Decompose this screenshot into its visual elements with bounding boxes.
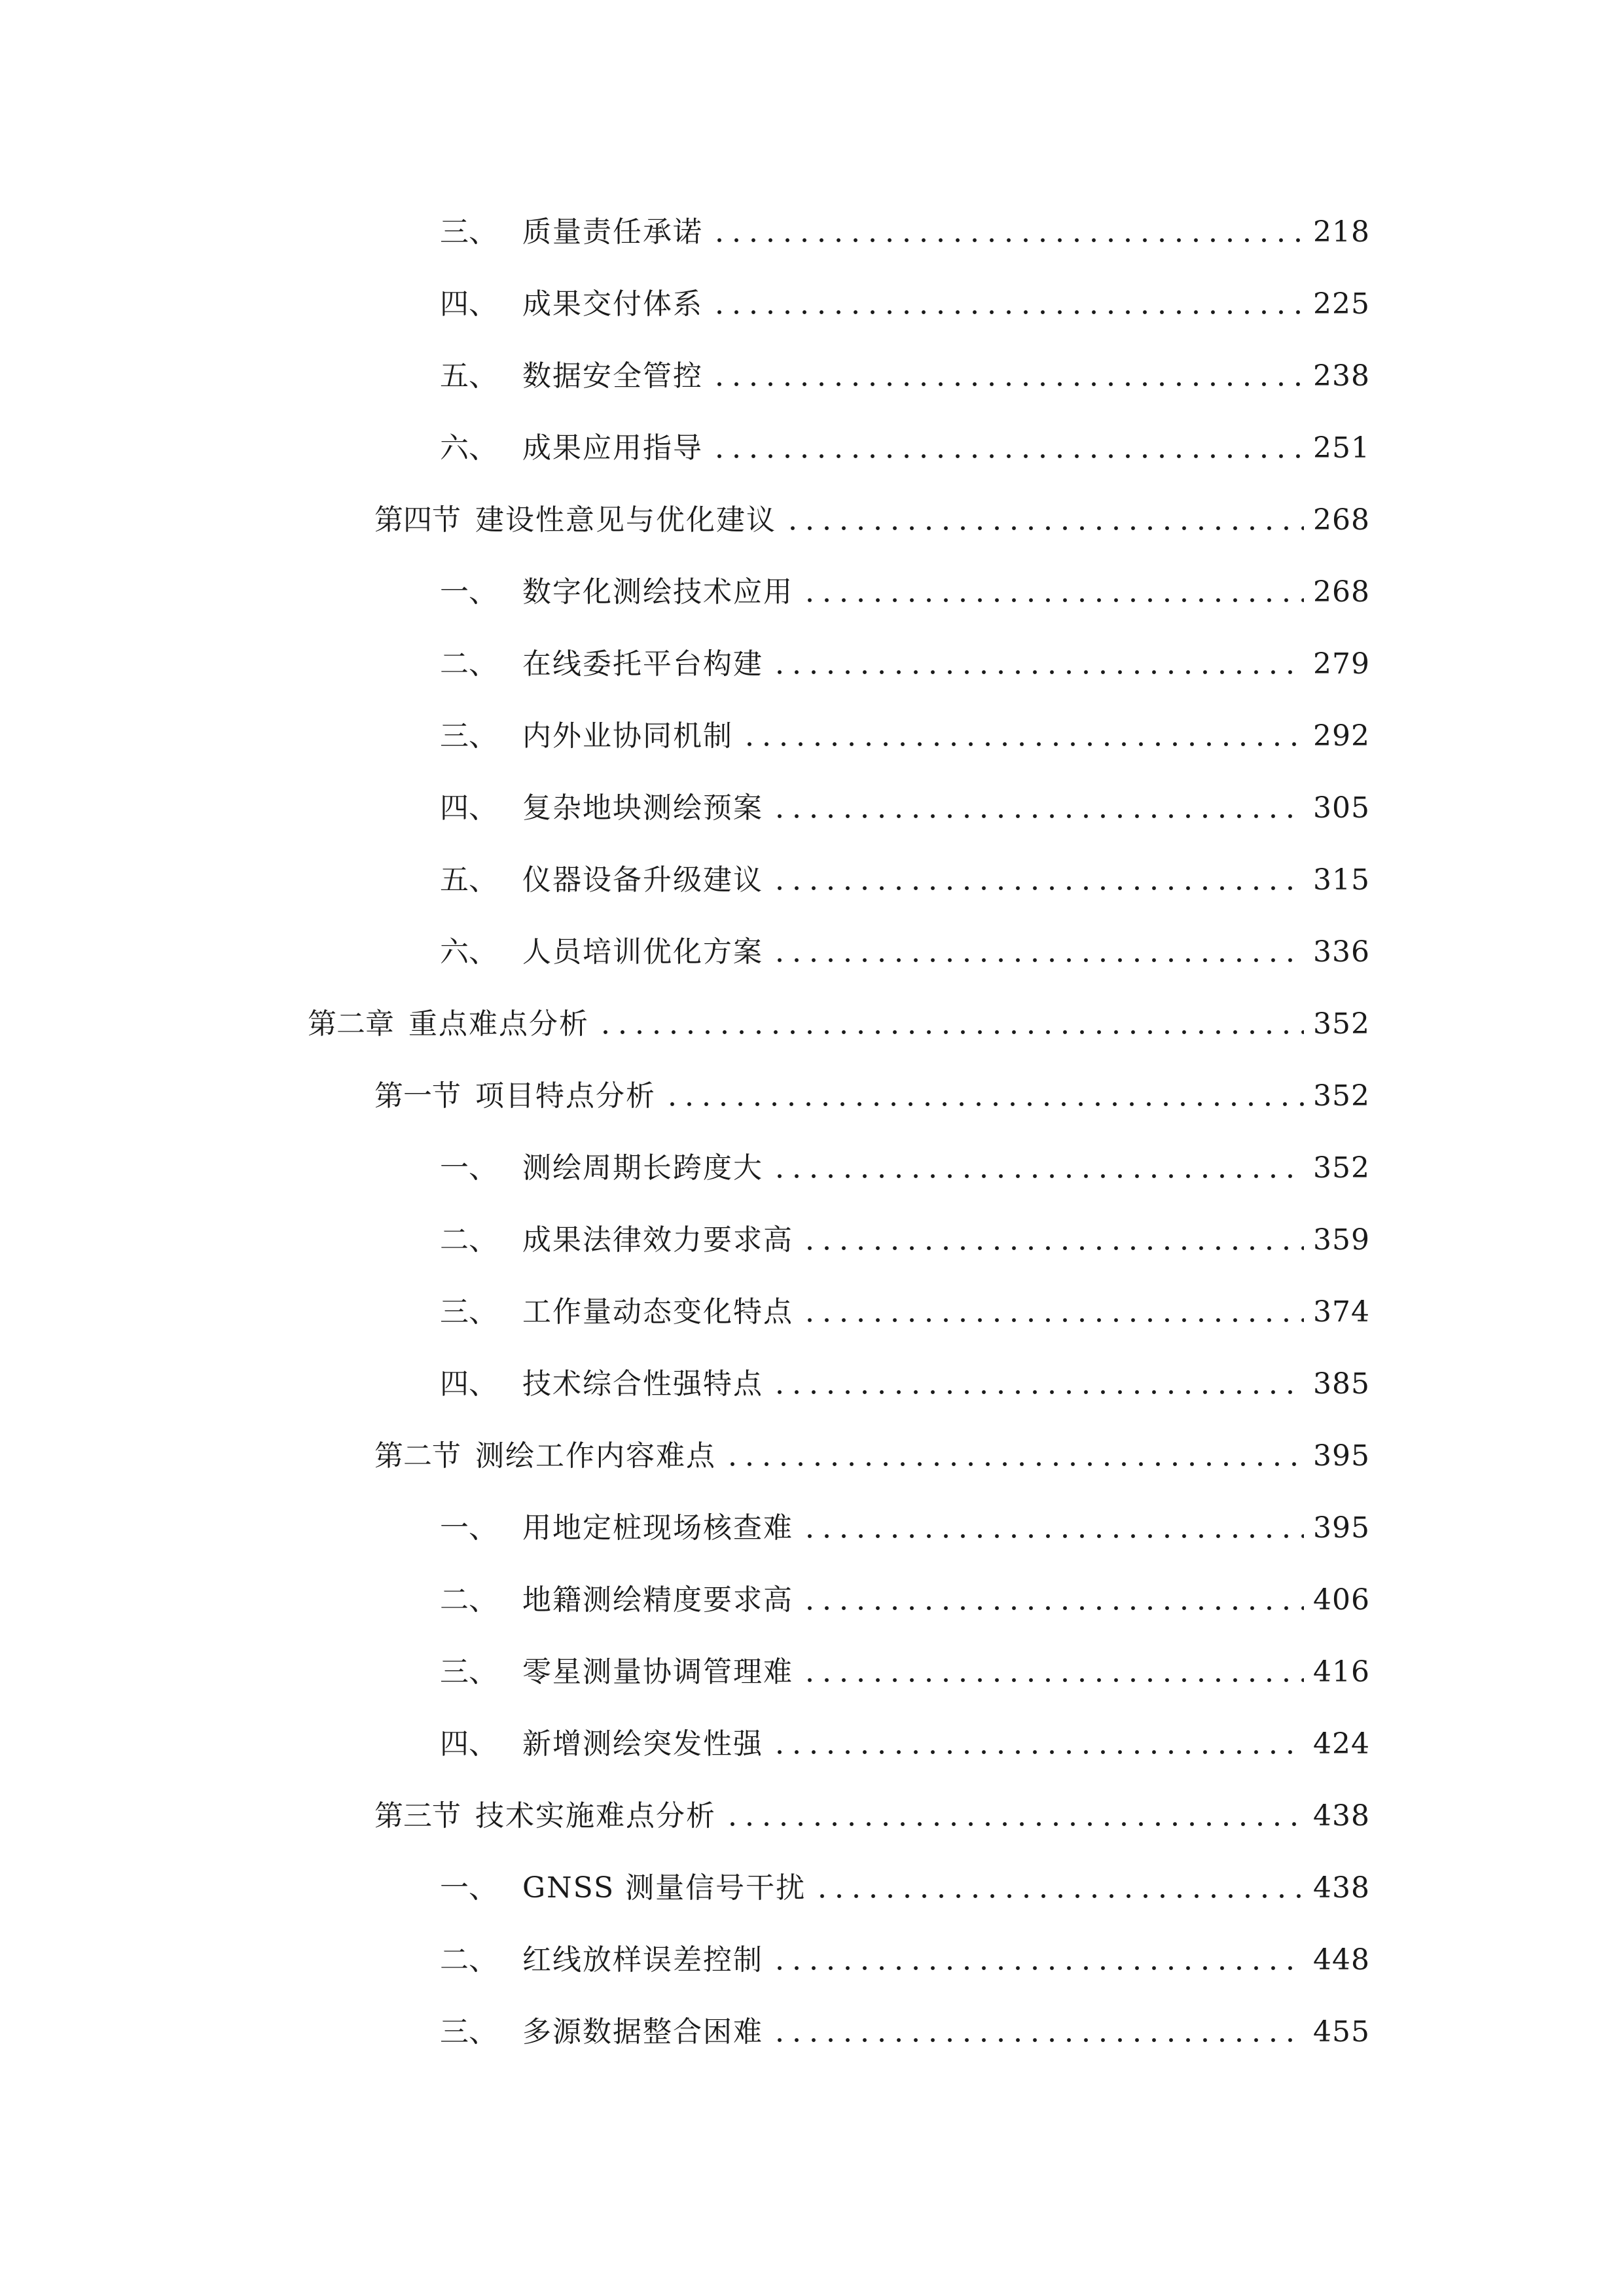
- entry-page-number: 374: [1313, 1295, 1370, 1329]
- entry-title: 工作量动态变化特点: [522, 1295, 793, 1329]
- dot-leader: [784, 526, 1304, 531]
- entry-number: 四、: [440, 791, 497, 825]
- entry-title: 数据安全管控: [522, 359, 703, 393]
- entry-page-number: 352: [1313, 1151, 1370, 1185]
- dot-leader: [597, 1030, 1304, 1035]
- toc-entry[interactable]: [440, 1502, 1370, 1548]
- toc-entry[interactable]: [440, 2006, 1370, 2052]
- dot-leader: [771, 2037, 1304, 2043]
- dot-leader: [771, 1965, 1304, 1971]
- entry-title: 仪器设备升级建议: [522, 863, 763, 897]
- entry-title: 成果交付体系: [522, 287, 703, 321]
- entry-page-number: 268: [1313, 503, 1370, 537]
- entry-page-number: 438: [1313, 1871, 1370, 1905]
- toc-entry[interactable]: [440, 422, 1370, 468]
- entry-number: 三、: [440, 1655, 497, 1689]
- entry-number: 第二章: [308, 1007, 394, 1041]
- entry-page-number: 268: [1313, 575, 1370, 609]
- entry-number: 五、: [440, 359, 497, 393]
- toc-entry[interactable]: [440, 782, 1370, 828]
- entry-title: 复杂地块测绘预案: [522, 791, 763, 825]
- toc-entry[interactable]: [440, 638, 1370, 684]
- entry-title: 在线委托平台构建: [522, 647, 763, 681]
- entry-title: 建设性意见与优化建议: [475, 503, 776, 537]
- entry-number: 一、: [440, 575, 497, 609]
- toc-entry[interactable]: [440, 710, 1370, 756]
- entry-title: 多源数据整合困难: [522, 2015, 763, 2049]
- toc-entry[interactable]: [440, 1934, 1370, 1980]
- dot-leader: [771, 1174, 1304, 1179]
- toc-entry[interactable]: [440, 854, 1370, 900]
- entry-page-number: 438: [1313, 1799, 1370, 1833]
- entry-page-number: 315: [1313, 863, 1370, 897]
- entry-title: 技术实施难点分析: [475, 1799, 716, 1833]
- toc-entry[interactable]: [374, 1790, 1370, 1836]
- entry-page-number: 305: [1313, 791, 1370, 825]
- dot-leader: [814, 1893, 1304, 1899]
- entry-number: 一、: [440, 1151, 497, 1185]
- entry-title: 红线放样误差控制: [522, 1943, 763, 1977]
- entry-page-number: 225: [1313, 287, 1370, 321]
- dot-leader: [711, 238, 1304, 243]
- entry-page-number: 336: [1313, 935, 1370, 969]
- entry-title: 测绘工作内容难点: [475, 1439, 716, 1473]
- toc-entry[interactable]: [440, 1358, 1370, 1404]
- toc-entry[interactable]: [308, 998, 1370, 1044]
- entry-number: 四、: [440, 1367, 497, 1401]
- dot-leader: [711, 454, 1304, 459]
- entry-page-number: 416: [1313, 1655, 1370, 1689]
- entry-number: 六、: [440, 935, 497, 969]
- dot-leader: [664, 1102, 1304, 1107]
- entry-title: 技术综合性强特点: [522, 1367, 763, 1401]
- entry-title: 成果法律效力要求高: [522, 1223, 793, 1257]
- dot-leader: [724, 1821, 1304, 1827]
- dot-leader: [801, 1677, 1304, 1683]
- entry-title: 数字化测绘技术应用: [522, 575, 793, 609]
- toc-entry[interactable]: [440, 926, 1370, 972]
- dot-leader: [771, 958, 1304, 963]
- toc-entry[interactable]: [440, 1214, 1370, 1260]
- entry-page-number: 385: [1313, 1367, 1370, 1401]
- dot-leader: [724, 1462, 1304, 1467]
- entry-page-number: 395: [1313, 1511, 1370, 1545]
- entry-number: 三、: [440, 2015, 497, 2049]
- entry-title: 内外业协同机制: [522, 719, 733, 753]
- entry-page-number: 448: [1313, 1943, 1370, 1977]
- entry-title: GNSS 测量信号干扰: [522, 1871, 806, 1905]
- entry-title: 用地定桩现场核查难: [522, 1511, 793, 1545]
- dot-leader: [771, 1390, 1304, 1395]
- entry-title: 重点难点分析: [408, 1007, 589, 1041]
- dot-leader: [711, 382, 1304, 387]
- dot-leader: [801, 1605, 1304, 1611]
- entry-page-number: 292: [1313, 719, 1370, 753]
- dot-leader: [771, 670, 1304, 675]
- dot-leader: [741, 742, 1304, 747]
- dot-leader: [801, 1318, 1304, 1323]
- entry-number: 四、: [440, 1727, 497, 1761]
- entry-number: 四、: [440, 287, 497, 321]
- entry-title: 零星测量协调管理难: [522, 1655, 793, 1689]
- dot-leader: [711, 310, 1304, 315]
- dot-leader: [801, 1534, 1304, 1539]
- entry-number: 二、: [440, 1223, 497, 1257]
- entry-number: 第四节: [374, 503, 461, 537]
- dot-leader: [801, 1246, 1304, 1251]
- entry-number: 一、: [440, 1511, 497, 1545]
- entry-page-number: 352: [1313, 1007, 1370, 1041]
- entry-title: 人员培训优化方案: [522, 935, 763, 969]
- toc-entry[interactable]: [440, 350, 1370, 396]
- toc-entry[interactable]: [374, 1070, 1370, 1116]
- toc-entry[interactable]: [374, 494, 1370, 540]
- entry-page-number: 279: [1313, 647, 1370, 681]
- toc-entry[interactable]: [440, 1646, 1370, 1692]
- toc-entry[interactable]: [440, 1286, 1370, 1332]
- entry-number: 一、: [440, 1871, 497, 1905]
- entry-number: 五、: [440, 863, 497, 897]
- entry-page-number: 218: [1313, 215, 1370, 249]
- toc-entry[interactable]: [440, 1862, 1370, 1908]
- entry-number: 三、: [440, 719, 497, 753]
- toc-entry[interactable]: [440, 1142, 1370, 1188]
- toc-entry[interactable]: [440, 278, 1370, 324]
- entry-number: 三、: [440, 1295, 497, 1329]
- entry-page-number: 238: [1313, 359, 1370, 393]
- toc-entry[interactable]: [374, 1430, 1370, 1476]
- entry-page-number: 424: [1313, 1727, 1370, 1761]
- entry-number: 六、: [440, 431, 497, 465]
- entry-number: 二、: [440, 1583, 497, 1617]
- dot-leader: [801, 598, 1304, 603]
- entry-number: 二、: [440, 1943, 497, 1977]
- dot-leader: [771, 1749, 1304, 1755]
- toc-entry[interactable]: [440, 206, 1370, 252]
- entry-number: 三、: [440, 215, 497, 249]
- entry-page-number: 406: [1313, 1583, 1370, 1617]
- dot-leader: [771, 886, 1304, 891]
- entry-title: 质量责任承诺: [522, 215, 703, 249]
- entry-title: 地籍测绘精度要求高: [522, 1583, 793, 1617]
- toc-entry[interactable]: [440, 566, 1370, 612]
- entry-number: 第一节: [374, 1079, 461, 1113]
- entry-page-number: 455: [1313, 2015, 1370, 2049]
- entry-page-number: 359: [1313, 1223, 1370, 1257]
- entry-number: 第二节: [374, 1439, 461, 1473]
- entry-title: 新增测绘突发性强: [522, 1727, 763, 1761]
- dot-leader: [771, 814, 1304, 819]
- entry-page-number: 352: [1313, 1079, 1370, 1113]
- entry-number: 第三节: [374, 1799, 461, 1833]
- entry-page-number: 395: [1313, 1439, 1370, 1473]
- entry-title: 测绘周期长跨度大: [522, 1151, 763, 1185]
- toc-entry[interactable]: [440, 1718, 1370, 1764]
- entry-page-number: 251: [1313, 431, 1370, 465]
- entry-title: 项目特点分析: [475, 1079, 656, 1113]
- entry-title: 成果应用指导: [522, 431, 703, 465]
- toc-entry[interactable]: [440, 1574, 1370, 1620]
- entry-number: 二、: [440, 647, 497, 681]
